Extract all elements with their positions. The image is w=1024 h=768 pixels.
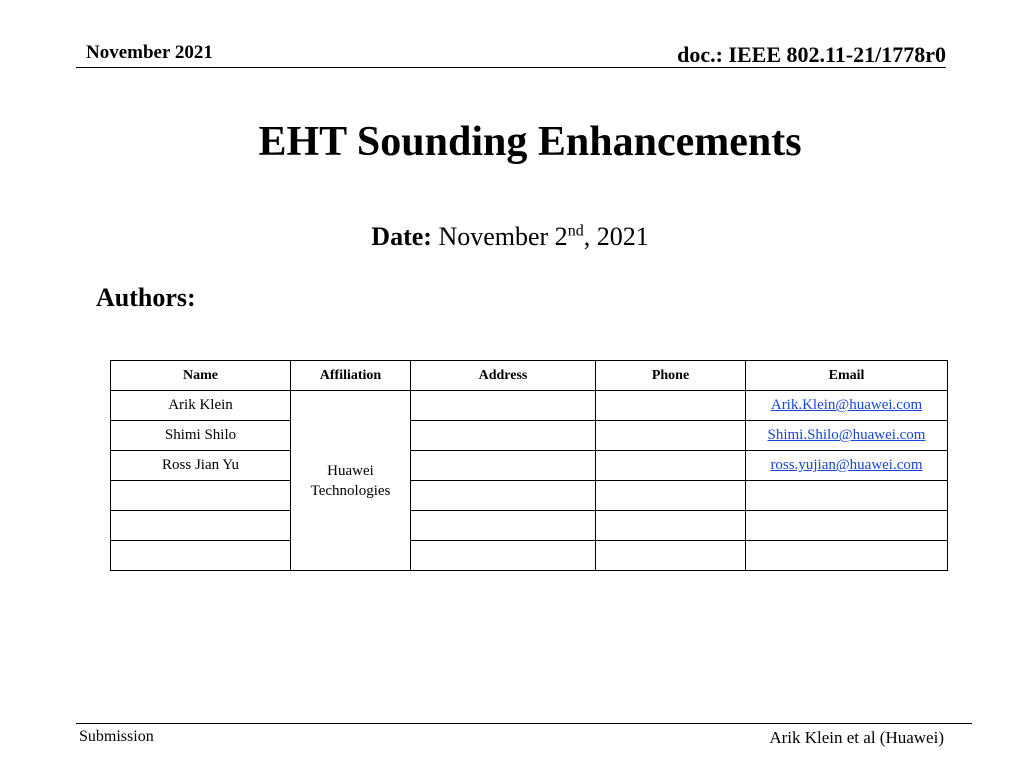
author-name: Arik Klein bbox=[111, 391, 291, 421]
slide-title: EHT Sounding Enhancements bbox=[258, 119, 802, 165]
table-header-row bbox=[111, 361, 948, 391]
author-email bbox=[746, 481, 948, 511]
date-value: November 2nd, 2021 bbox=[438, 222, 649, 251]
author-address bbox=[411, 511, 596, 541]
header-date: November 2021 bbox=[86, 42, 213, 63]
date-label: Date: bbox=[371, 222, 432, 251]
author-name bbox=[111, 481, 291, 511]
author-email bbox=[746, 391, 948, 421]
footer-divider bbox=[76, 723, 972, 724]
author-address bbox=[411, 391, 596, 421]
author-phone bbox=[596, 421, 746, 451]
author-address bbox=[411, 481, 596, 511]
column-header-affiliation: Affiliation bbox=[291, 361, 411, 391]
author-email bbox=[746, 511, 948, 541]
author-email bbox=[746, 541, 948, 571]
footer-authors: Arik Klein et al (Huawei) bbox=[769, 728, 944, 747]
table-row bbox=[111, 421, 948, 451]
column-header-phone: Phone bbox=[596, 361, 746, 391]
author-phone bbox=[596, 511, 746, 541]
author-phone bbox=[596, 391, 746, 421]
author-address bbox=[411, 421, 596, 451]
author-name bbox=[111, 511, 291, 541]
table-row bbox=[111, 451, 948, 481]
email-link[interactable]: Arik.Klein@huawei.com bbox=[770, 397, 923, 413]
footer-submission: Submission bbox=[79, 728, 154, 745]
author-address bbox=[411, 451, 596, 481]
author-name: Shimi Shilo bbox=[111, 421, 291, 451]
date-line bbox=[0, 222, 1020, 252]
authors-table bbox=[110, 360, 948, 571]
author-phone bbox=[596, 451, 746, 481]
column-header-address: Address bbox=[411, 361, 596, 391]
header-divider bbox=[76, 67, 946, 68]
table-row bbox=[111, 391, 948, 421]
table-row bbox=[111, 541, 948, 571]
email-link[interactable]: ross.yujian@huawei.com bbox=[770, 457, 923, 473]
author-affiliation: Huawei Technologies bbox=[291, 391, 411, 571]
header-doc-id: doc.: IEEE 802.11-21/1778r0 bbox=[677, 42, 946, 67]
column-header-name: Name bbox=[111, 361, 291, 391]
author-email bbox=[746, 451, 948, 481]
table-row bbox=[111, 511, 948, 541]
author-phone bbox=[596, 481, 746, 511]
email-link[interactable]: Shimi.Shilo@huawei.com bbox=[767, 427, 926, 443]
author-address bbox=[411, 541, 596, 571]
authors-heading: Authors: bbox=[96, 283, 196, 312]
table-row bbox=[111, 481, 948, 511]
author-name bbox=[111, 541, 291, 571]
column-header-email: Email bbox=[746, 361, 948, 391]
author-phone bbox=[596, 541, 746, 571]
author-name: Ross Jian Yu bbox=[111, 451, 291, 481]
author-email bbox=[746, 421, 948, 451]
